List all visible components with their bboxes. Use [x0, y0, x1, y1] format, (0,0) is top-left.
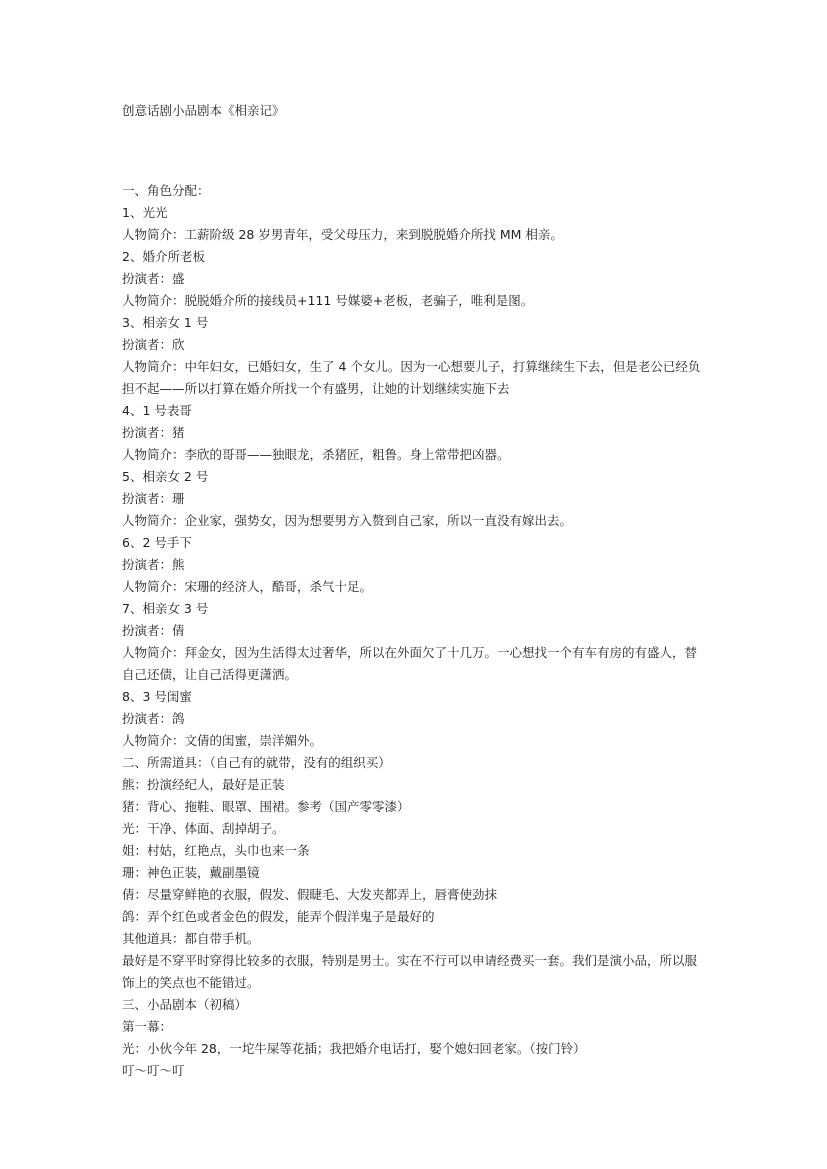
- text-line: 二、所需道具：（自己有的就带，没有的组织买）: [122, 755, 391, 770]
- text-line: 扮演者：盛: [122, 271, 185, 286]
- text-line: 8、3 号闺蜜: [122, 689, 192, 704]
- text-line: 扮演者：熊: [122, 557, 185, 572]
- text-line: 人物简介：中年妇女，已婚妇女，生了 4 个女儿。因为一心想要儿子，打算继续生下去，但是老公已经负: [122, 359, 701, 374]
- text-line: 担不起——所以打算在婚介所找一个有盛男，让她的计划继续实施下去: [122, 381, 510, 396]
- text-line: 倩：尽量穿鲜艳的衣服，假发、假睫毛、大发夹都弄上，唇膏使劲抹: [122, 887, 498, 902]
- document-body: [122, 180, 707, 1082]
- text-line: 人物简介：李欣的哥哥——独眼龙，杀猪匠，粗鲁。身上常带把凶器。: [122, 447, 510, 462]
- text-line: 饰上的笑点也不能错过。: [122, 975, 260, 990]
- text-line: 人物简介：拜金女，因为生活得太过奢华，所以在外面欠了十几万。一心想找一个有车有房的有盛人，替: [122, 645, 698, 660]
- text-line: 4、1 号表哥: [122, 403, 192, 418]
- text-line: 7、相亲女 3 号: [122, 601, 209, 616]
- text-line: 猪：背心、拖鞋、眼罩、围裙。参考（国产零零漆）: [122, 799, 410, 814]
- text-line: 扮演者：欣: [122, 337, 185, 352]
- text-line: 第一幕：: [122, 1019, 173, 1034]
- text-line: 其他道具：都自带手机。: [122, 931, 260, 946]
- text-line: 6、2 号手下: [122, 535, 192, 550]
- text-line: 2、婚介所老板: [122, 249, 205, 264]
- text-line: 光：小伙今年 28，一坨牛屎等花插；我把婚介电话打，娶个媳妇回老家。（按门铃）: [122, 1041, 586, 1056]
- document-title: 创意话剧小品剧本《相亲记》: [122, 103, 285, 118]
- text-line: 珊：神色正装，戴副墨镜: [122, 865, 260, 880]
- text-line: 最好是不穿平时穿得比较多的衣服，特别是男士。实在不行可以申请经费买一套。我们是演小品，所以服: [122, 953, 698, 968]
- text-line: 人物简介：宋珊的经济人，酷哥，杀气十足。: [122, 579, 373, 594]
- text-line: 鸽：弄个红色或者金色的假发，能弄个假洋鬼子是最好的: [122, 909, 435, 924]
- text-line: 扮演者：猪: [122, 425, 185, 440]
- text-line: 光：干净、体面、刮掉胡子。: [122, 821, 285, 836]
- text-line: 姐：村姑，红艳点，头巾也来一条: [122, 843, 310, 858]
- text-line: 叮～叮～叮: [122, 1063, 185, 1078]
- text-line: 扮演者：珊: [122, 491, 185, 506]
- text-line: 自己还债，让自己活得更潇洒。: [122, 667, 298, 682]
- text-line: 人物简介：企业家，强势女，因为想要男方入赘到自己家，所以一直没有嫁出去。: [122, 513, 573, 528]
- text-line: 人物简介：工薪阶级 28 岁男青年，受父母压力，来到脱脱婚介所找 MM 相亲。: [122, 227, 563, 242]
- text-line: 三、小品剧本（初稿）: [122, 997, 248, 1012]
- text-line: 扮演者：倩: [122, 623, 185, 638]
- text-line: 人物简介：文倩的闺蜜，崇洋媚外。: [122, 733, 323, 748]
- text-line: 扮演者：鸽: [122, 711, 185, 726]
- text-line: 3、相亲女 1 号: [122, 315, 209, 330]
- text-line: 5、相亲女 2 号: [122, 469, 209, 484]
- text-line: 一、角色分配：: [122, 183, 210, 198]
- text-line: 人物简介：脱脱婚介所的接线员+111 号媒婆+老板，老骗子，唯利是图。: [122, 293, 534, 308]
- text-line: 熊：扮演经纪人，最好是正装: [122, 777, 285, 792]
- text-line: 1、光光: [122, 205, 168, 220]
